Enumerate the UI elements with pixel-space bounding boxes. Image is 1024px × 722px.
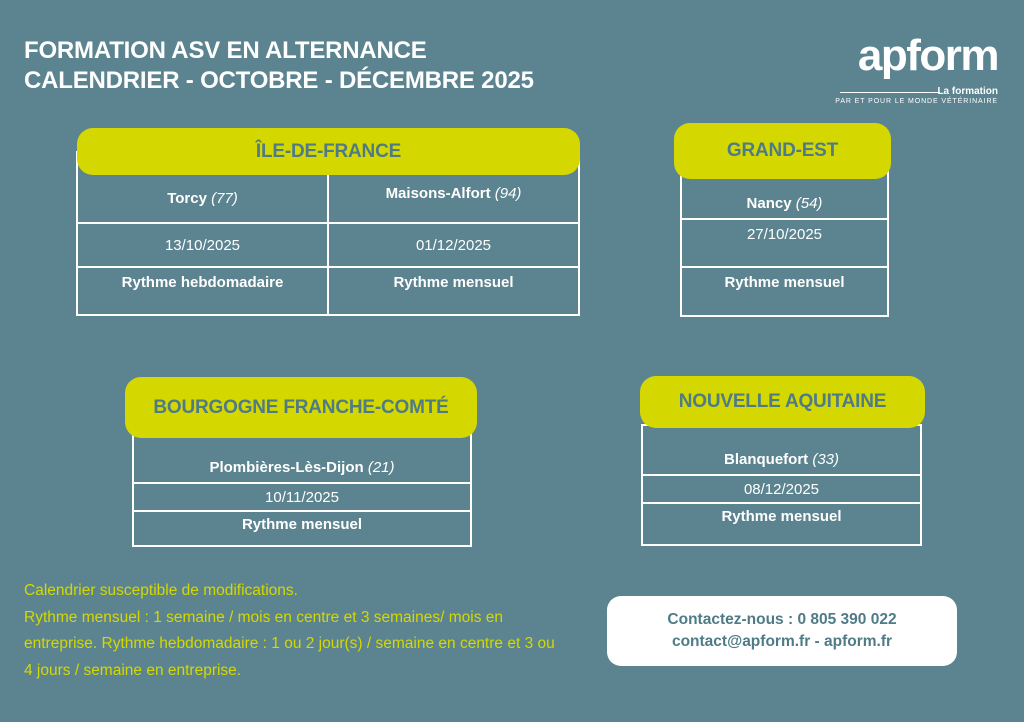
logo-wordmark: apform — [857, 31, 998, 80]
rhythm: Rythme hebdomadaire — [77, 267, 328, 315]
site-cell — [642, 425, 921, 475]
region-title-bourgogne-franche-comte: BOURGOGNE FRANCHE-COMTÉ — [125, 377, 477, 438]
page-title — [24, 36, 534, 96]
rhythm: Rythme mensuel — [328, 267, 579, 315]
site-dept: (33) — [812, 450, 840, 468]
site-city: Plombières-Lès-Dijon — [209, 458, 364, 476]
title-line-1: FORMATION ASV EN ALTERNANCE — [24, 37, 427, 64]
schedule-table-nouvelle-aquitaine — [641, 424, 922, 546]
schedule-table-ile-de-france — [76, 151, 580, 316]
table-row — [77, 267, 579, 315]
title-line-2: CALENDRIER - OCTOBRE - DÉCEMBRE 2025 — [24, 67, 534, 94]
site-dept: (77) — [211, 190, 238, 207]
schedule-notes — [24, 578, 564, 684]
site-dept: (94) — [494, 185, 522, 202]
table-row — [681, 219, 888, 267]
table-row — [642, 425, 921, 475]
table-row — [642, 475, 921, 503]
site-dept: (54) — [795, 194, 823, 212]
rhythm: Rythme mensuel — [681, 267, 888, 316]
site-city: Blanquefort — [723, 450, 809, 468]
table-row — [642, 503, 921, 545]
notes-rhythm-explanation: Rythme mensuel : 1 semaine / mois en centre et 3 semaines/ mois en entreprise. Rythme hebdomadaire : 1 ou 2 jour(s) / semaine en centre et 3 ou 4 jours / semaine en entreprise. — [24, 608, 555, 679]
logo-divider — [840, 92, 940, 93]
start-date: 27/10/2025 — [681, 219, 888, 267]
notes-disclaimer: Calendrier susceptible de modifications. — [24, 582, 298, 599]
logo-tagline: La formation — [937, 86, 998, 97]
start-date: 13/10/2025 — [77, 223, 328, 267]
site-cell — [133, 433, 471, 483]
contact-email-website[interactable]: contact@apform.fr - apform.fr — [671, 633, 893, 650]
table-row — [133, 433, 471, 483]
site-city: Nancy — [746, 194, 792, 212]
start-date: 08/12/2025 — [642, 475, 921, 503]
region-title-grand-est: GRAND-EST — [674, 123, 891, 179]
site-dept: (21) — [367, 458, 395, 476]
start-date: 10/11/2025 — [133, 483, 471, 511]
contact-phone[interactable]: Contactez-nous : 0 805 390 022 — [667, 611, 897, 628]
schedule-table-bourgogne-franche-comte — [132, 432, 472, 547]
table-row — [133, 483, 471, 511]
table-row — [77, 223, 579, 267]
table-row — [133, 511, 471, 546]
rhythm: Rythme mensuel — [642, 503, 921, 545]
site-city: Torcy — [167, 190, 207, 207]
apform-logo — [835, 31, 1000, 105]
region-title-nouvelle-aquitaine: NOUVELLE AQUITAINE — [640, 376, 925, 428]
table-row — [681, 267, 888, 316]
start-date: 01/12/2025 — [328, 223, 579, 267]
region-title-ile-de-france: ÎLE-DE-FRANCE — [77, 128, 580, 175]
contact-box — [607, 596, 957, 666]
logo-subtagline: PAR ET POUR LE MONDE VÉTÉRINAIRE — [835, 98, 998, 105]
rhythm: Rythme mensuel — [133, 511, 471, 546]
site-city: Maisons-Alfort — [385, 185, 491, 202]
